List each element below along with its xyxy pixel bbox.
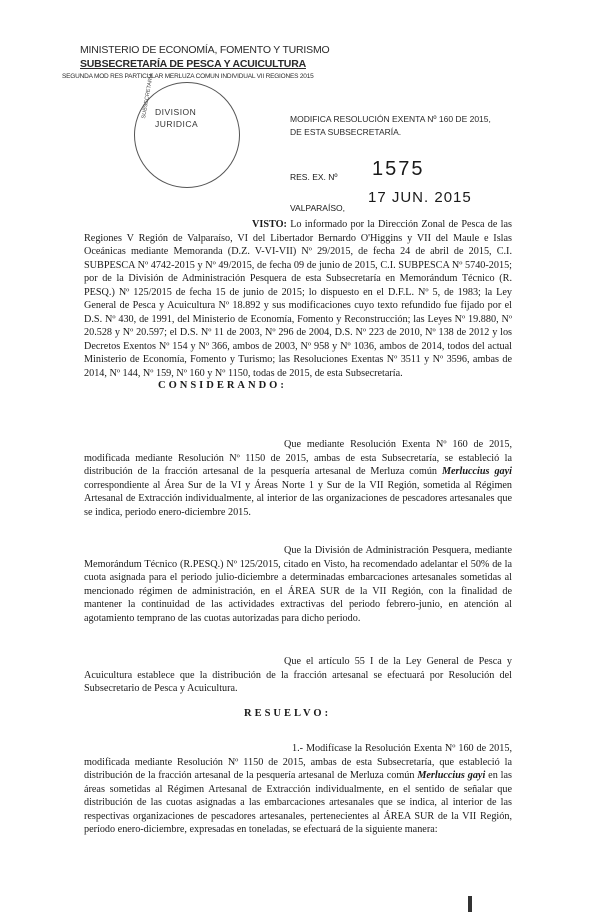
resolution-city: VALPARAÍSO, xyxy=(290,203,345,213)
considerando-1-text-b: correspondiente al Área Sur de la VI y Áreas Norte 1 y Sur de la VII Región, sometida al Régimen Artesanal de Extracción individualmente, al interior de las organizaciones de pescadores artesanales que se indica, periodo enero-diciembre 2015. xyxy=(84,479,512,518)
resolution-number: 1575 xyxy=(372,158,425,180)
seal-text xyxy=(155,106,198,130)
resuelvo-1-text-b: en las áreas sometidas al Régimen Artesanal de Extracción individualmente, en el sentido de señalar que distribución de las cuotas asignadas a las embarcaciones artesanales que se indica, al interior de las respectivas organizaciones de pescadores artesanales, pertenecientes al ÁREA SUR de la VII Región, período enero-diciembre, expresadas en toneladas, se efectuará de la siguiente manera: xyxy=(84,770,512,835)
considerando-paragraph-2: Que la División de Administración Pesquera, mediante Memorándum Técnico (R.PESQ.) Nº 125/2015, citado en Visto, ha recomendado adelantar el 50% de la cuota asignada para el periodo julio-diciembre a determinadas embarcaciones artesanales sometidas al mencionado régimen de administración, en el ÁREA SUR de la VII Región, con la finalidad de mantener la continuidad de las actividades extractivas del periodo febrero-junio, en atención al agotamiento temprano de las cuotas autorizadas para dicho periodo. xyxy=(84,545,512,624)
visto-paragraph xyxy=(84,218,512,380)
resuelvo-paragraph-1 xyxy=(84,742,512,837)
resolution-date-stamp: 17 JUN. 2015 xyxy=(368,189,472,206)
ministry-name: MINISTERIO DE ECONOMÍA, FOMENTO Y TURISMO xyxy=(80,44,330,56)
subsecretaria-name: SUBSECRETARÍA DE PESCA Y ACUICULTURA xyxy=(80,58,306,70)
resuelvo-1-text-a: 1.- Modifícase la Resolución Exenta Nº 160 de 2015, modificada mediante Resolución Nº 1150 de 2015, ambas de esta Subsecretaría, que estableció la distribución de la fracción artesanal de la pesquería artesanal de Merluza común xyxy=(84,743,512,781)
considerando-heading: CONSIDERANDO: xyxy=(158,380,287,391)
seal-ring-text: SUBSECRETARIA xyxy=(141,72,155,120)
reference-line-2: DE ESTA SUBSECRETARÍA. xyxy=(290,127,402,137)
document-subtitle: SEGUNDA MOD RES PARTICULAR MERLUZA COMUN INDIVIDUAL VII REGIONES 2015 xyxy=(62,73,314,80)
seal-line-1: DIVISION xyxy=(155,107,197,117)
visto-text: Lo informado por la Dirección Zonal de Pesca de las Regiones V Región de Valparaíso, VI del Libertador Bernardo O'Higgins y VII del Maule e Islas Oceánicas mediante Memoranda (D.Z. V-VI-VII) Nº 29/2015, de fecha 24 de abril de 2015, C.I. SUBPESCA Nº 4742-2015 y Nº 49/2015, de fecha 09 de junio de 2015, C.I. SUBPESCA Nº 5740-2015; por de la División de Administración Pesquera de esta Subsecretaría en Memorándum Técnico (R. PESQ.) Nº 125/2015 de fecha 15 de junio de 2015; lo dispuesto en el D.F.L. Nº 5, de 1983; la Ley General de Pesca y Acuicultura Nº 18.892 y sus modificaciones cuyo texto refundido fue fijado por el D.S. Nº 430, de 1991, del Ministerio de Economía, Fomento y Reconstrucción; las Leyes Nº 19.880, Nº 20.528 y Nº 20.597; el D.S. Nº 11 de 2003, Nº 296 de 2004, D.S. Nº 223 de 2010, Nº 138 de 2012 y los Decretos Exentos Nº 154 y Nº 366, ambos de 2003, Nº 958 y Nº 1036, ambos de 2014, todos del actual Ministerio de Economía, Fomento y Turismo; las Resoluciones Exentas Nº 3511 y Nº 3596, ambas de 2014, Nº 144, Nº 159, Nº 160 y Nº 1150, todas de 2015, de esta Subsecretaría. xyxy=(84,219,513,379)
seal-line-2: JURIDICA xyxy=(155,119,199,129)
considerando-paragraph-3: Que el artículo 55 I de la Ley General de Pesca y Acuicultura establece que la distribución de la fracción artesanal se efectuará por Resolución del Subsecretario de Pesca y Acuicultura. xyxy=(84,656,512,694)
visto-label: VISTO: xyxy=(252,219,287,230)
folio-mark xyxy=(468,896,472,912)
reference-line-1: MODIFICA RESOLUCIÓN EXENTA Nº 160 DE 2015, xyxy=(290,114,491,124)
species-name: Merluccius gayi xyxy=(417,770,486,781)
considerando-paragraph-1 xyxy=(84,438,512,519)
considerando-1-text-a: Que mediante Resolución Exenta Nº 160 de 2015, modificada mediante Resolución Nº 1150 de 2015, ambas de esta Subsecretaría, se estableció la distribución de la fracción artesanal de la pesquería artesanal de Merluza común xyxy=(84,439,512,477)
resuelvo-heading: RESUELVO: xyxy=(244,708,332,719)
species-name: Merluccius gayi xyxy=(441,466,512,477)
resolution-label: RES. EX. Nº xyxy=(290,172,338,182)
